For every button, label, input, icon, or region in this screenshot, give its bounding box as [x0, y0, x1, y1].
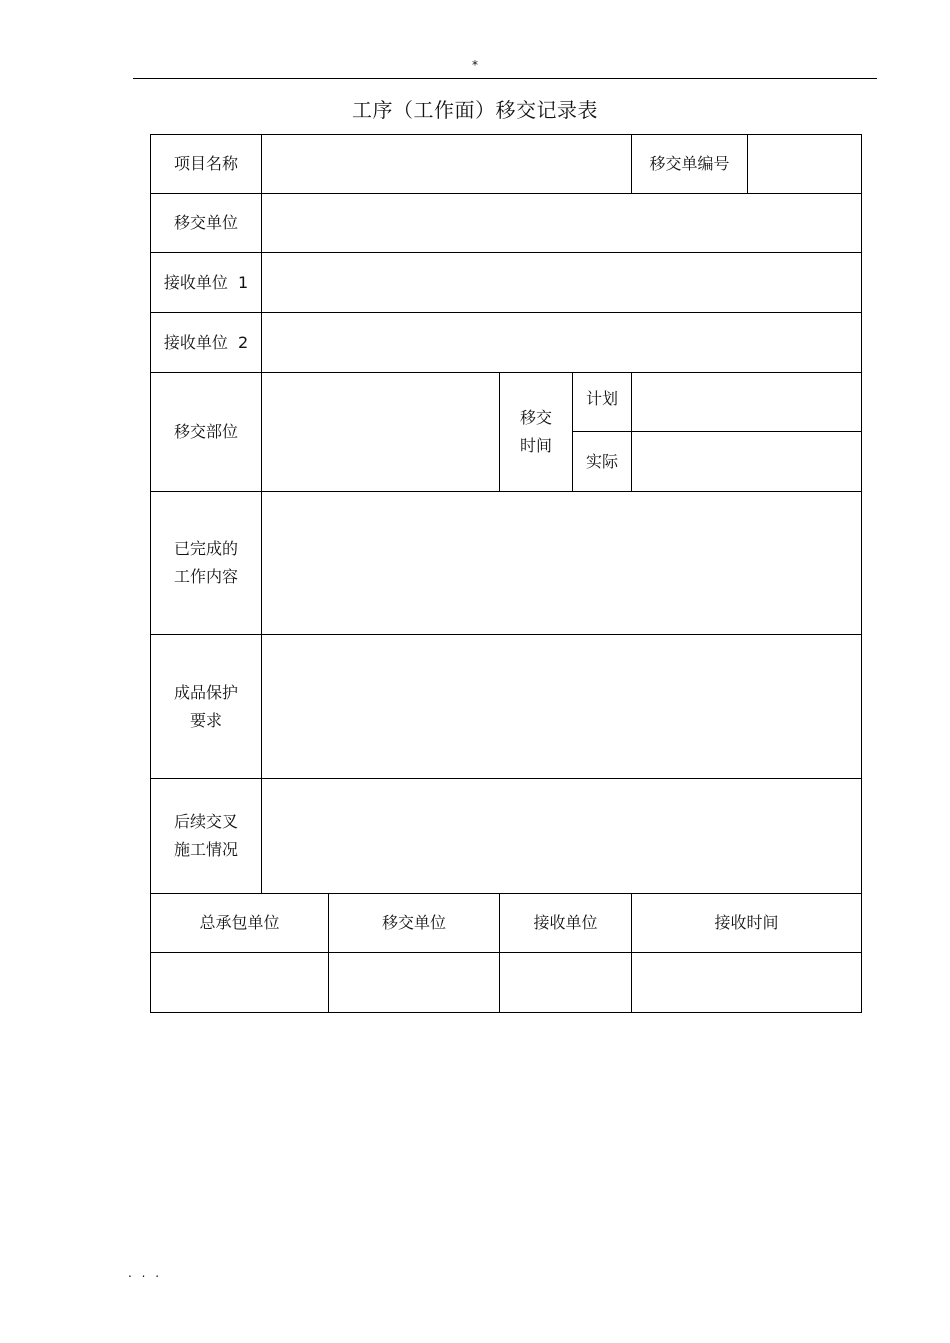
footer-dots: . . .: [128, 1266, 163, 1280]
signoff-header-row: [151, 894, 862, 953]
follow-up-label-line2: 施工情况: [173, 840, 238, 859]
row-completed-work: [151, 492, 862, 635]
row-handover-unit: [151, 194, 862, 253]
row-protection: [151, 635, 862, 779]
project-name-label: 项目名称: [151, 135, 262, 194]
handover-time-label: [500, 373, 573, 492]
project-name-field[interactable]: [262, 135, 632, 194]
receiving-unit-1-label: 接收单位 1: [151, 253, 262, 313]
signoff-value-row: [151, 953, 862, 1013]
signoff-handover-unit-field[interactable]: [329, 953, 500, 1013]
actual-time-field[interactable]: [632, 432, 862, 492]
handover-record-table: [150, 134, 862, 1013]
header-rule: [133, 78, 877, 79]
completed-work-label: [151, 492, 262, 635]
actual-label: 实际: [573, 432, 632, 492]
planned-time-field[interactable]: [632, 373, 862, 432]
row-follow-up: [151, 779, 862, 894]
handover-no-field[interactable]: [748, 135, 862, 194]
follow-up-field[interactable]: [262, 779, 862, 894]
completed-work-field[interactable]: [262, 492, 862, 635]
handover-unit-field[interactable]: [262, 194, 862, 253]
follow-up-label-line1: 后续交叉: [173, 812, 238, 831]
signoff-receiving-time-field[interactable]: [632, 953, 862, 1013]
signoff-general-contractor-field[interactable]: [151, 953, 329, 1013]
row-project: [151, 135, 862, 194]
signoff-receiving-unit-field[interactable]: [500, 953, 632, 1013]
handover-no-label: 移交单编号: [632, 135, 748, 194]
protection-label: [151, 635, 262, 779]
handover-location-label: 移交部位: [151, 373, 262, 492]
receiving-unit-2-label: 接收单位 2: [151, 313, 262, 373]
row-receiving-unit-1: [151, 253, 862, 313]
planned-label: 计划: [573, 373, 632, 432]
handover-unit-label: 移交单位: [151, 194, 262, 253]
handover-time-label-line1: 移交: [519, 408, 552, 427]
handover-location-field[interactable]: [262, 373, 500, 492]
protection-label-line1: 成品保护: [173, 682, 238, 702]
protection-label-line2: 要求: [189, 710, 222, 730]
receiving-unit-2-field[interactable]: [262, 313, 862, 373]
follow-up-label: [151, 779, 262, 894]
signoff-header-general-contractor: 总承包单位: [151, 894, 329, 953]
row-receiving-unit-2: [151, 313, 862, 373]
completed-work-label-line1: 已完成的: [173, 539, 238, 558]
signoff-header-handover-unit: 移交单位: [329, 894, 500, 953]
signoff-header-receiving-time: 接收时间: [632, 894, 862, 953]
completed-work-label-line2: 工作内容: [173, 567, 238, 586]
receiving-unit-1-field[interactable]: [262, 253, 862, 313]
row-location-planned: [151, 373, 862, 432]
handover-time-label-line2: 时间: [519, 436, 552, 455]
protection-field[interactable]: [262, 635, 862, 779]
page-title: 工序（工作面）移交记录表: [352, 98, 598, 122]
signoff-header-receiving-unit: 接收单位: [500, 894, 632, 953]
header-mark: *: [472, 58, 478, 72]
